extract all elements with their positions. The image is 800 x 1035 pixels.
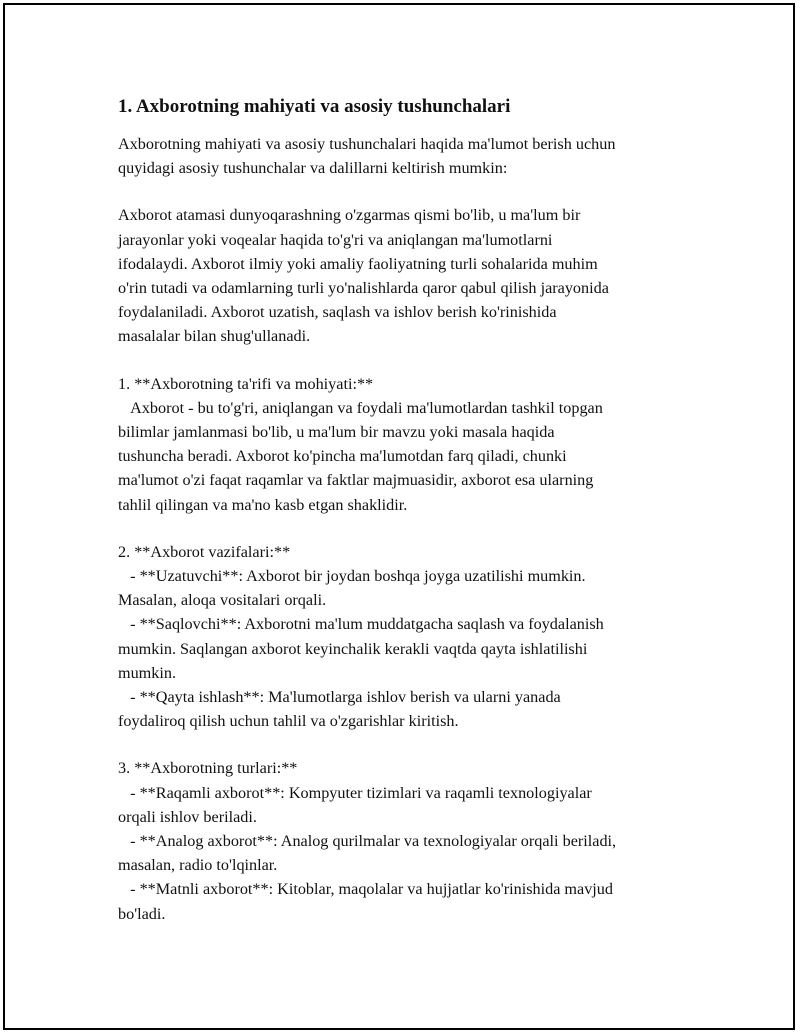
section-2-paragraph: 2. **Axborot vazifalari:** - **Uzatuvchi**: Axborot bir joydan boshqa joyga uzatilishi mumkin. Masalan, aloqa vositalari orqali. - **Saqlovchi**: Axborotni ma'lum muddatgacha saqlash va foydalanish mumkin. Saqlangan axborot keyinchalik kerakli vaqtda qayta ishlatilishi mumkin. - **Qayta ishlash**: Ma'lumotlarga ishlov berish va ularni yanada foydaliroq qilish uchun tahlil va o'zgarishlar kiritish. (118, 542, 604, 731)
document-body (118, 94, 698, 949)
intro-paragraph: Axborotning mahiyati va asosiy tushunchalari haqida ma'lumot berish uchun quyidagi asosiy tushunchalar va dalillarni keltirish mumkin: (118, 135, 616, 178)
section-3-paragraph: 3. **Axborotning turlari:** - **Raqamli axborot**: Kompyuter tizimlari va raqamli texnologiyalar orqali ishlov beriladi. - **Analog axborot**: Analog qurilmalar va texnologiyalar orqali beriladi, masalan, radio to'lqinlar. - **Matnli axborot**: Kitoblar, maqolalar va hujjatlar ko'rinishida mavjud bo'ladi. (118, 759, 617, 923)
document-title: 1. Axborotning mahiyati va asosiy tushunchalari (118, 96, 511, 117)
section-1-paragraph: 1. **Axborotning ta'rifi va mohiyati:** Axborot - bu to'g'ri, aniqlangan va foydali ma'lumotlardan tashkil topgan bilimlar jamlanmasi bo'lib, u ma'lum bir mavzu yoki masala haqida tushuncha beradi. Axborot ko'pincha ma'lumotdan farq qiladi, chunki ma'lumot o'zi faqat raqamlar va faktlar majmuasidir, axborot esa ularning tahlil qilingan va ma'no kasb etgan shaklidir. (118, 374, 603, 514)
definition-paragraph: Axborot atamasi dunyoqarashning o'zgarmas qismi bo'lib, u ma'lum bir jarayonlar yoki voqealar haqida to'g'ri va aniqlangan ma'lumotlarni ifodalaydi. Axborot ilmiy yoki amaliy faoliyatning turli sohalarida muhim o'rin tutadi va odamlarning turli yo'nalishlarda qaror qabul qilish jarayonida foydalaniladi. Axborot uzatish, saqlash va ishlov berish ko'rinishida masalalar bilan shug'ullanadi. (118, 206, 609, 346)
